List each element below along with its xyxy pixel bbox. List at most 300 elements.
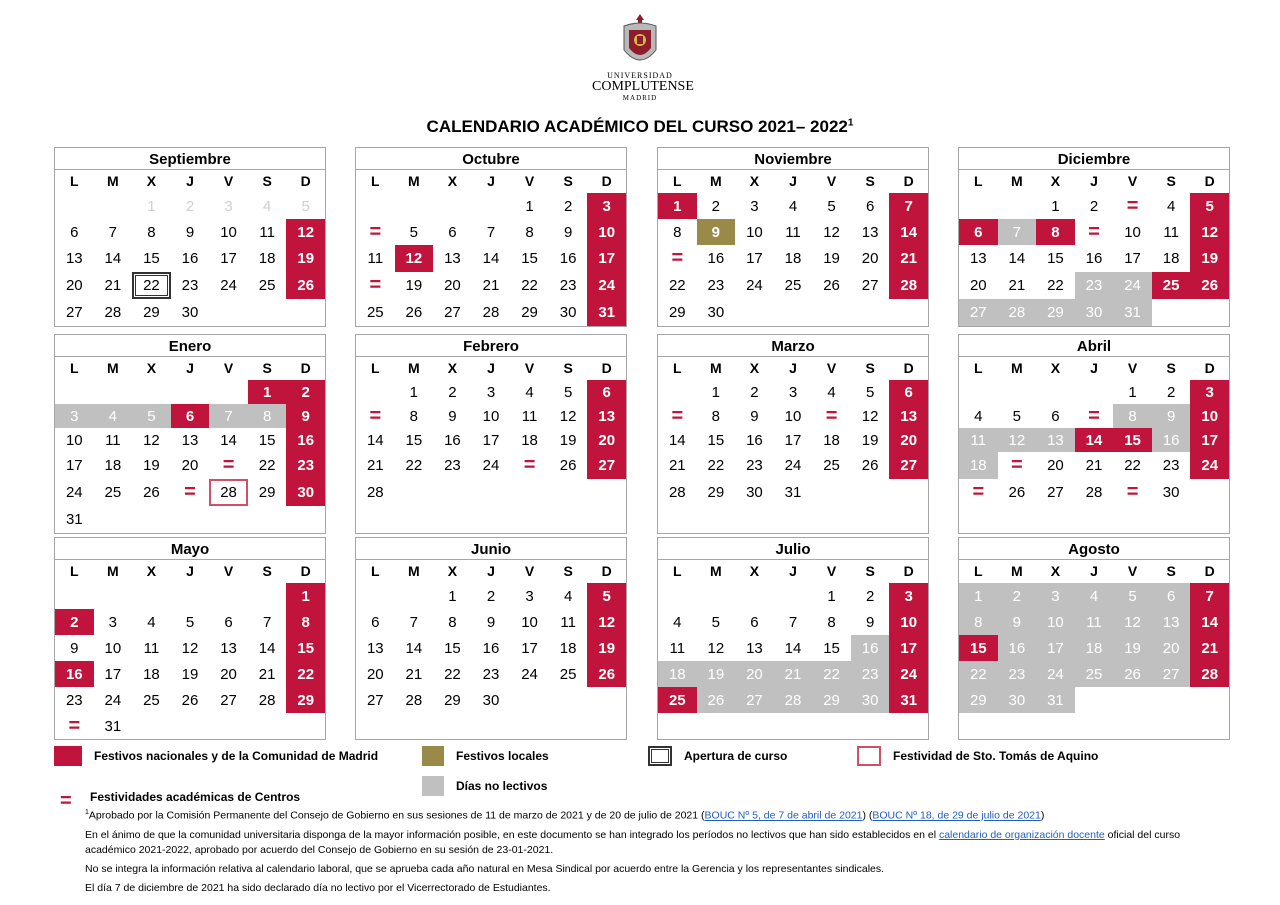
day-cell: 26 [559,457,577,474]
day-cell: 14 [366,431,384,449]
national-holiday-day: 12 [395,245,434,272]
footnote-1 [85,805,1225,824]
logo-line-complutense: COMPLUTENSE [592,79,694,94]
empty-day-cell [587,713,626,739]
empty-day-cell [735,299,774,326]
weekday-header: X [1050,563,1061,579]
national-holiday-day: 27 [889,452,928,479]
day-cell: 3 [486,383,496,401]
month-mayo [54,537,326,740]
non-teaching-day: 27 [735,687,774,713]
empty-day-cell [959,193,998,219]
weekday-header: D [601,173,612,189]
day-cell: 5 [563,383,573,401]
weekday-header: D [903,173,914,189]
national-holiday-day: 12 [1190,219,1229,245]
day-cell: 25 [784,277,802,294]
weekday-header: V [1127,360,1138,376]
national-holiday-day: 23 [286,452,325,479]
empty-day-cell [735,506,774,533]
day-cell: 3 [788,383,798,401]
day-cell: 21 [1008,277,1026,294]
day-cell: 3 [108,613,118,631]
national-holiday-day: 7 [1190,583,1229,609]
day-cell: 6 [865,197,875,215]
day-cell: 9 [750,407,759,425]
day-cell: 8 [673,223,682,241]
day-cell: 14 [405,639,423,657]
national-holiday-day: 13 [587,404,626,428]
day-cell: 10 [482,407,500,425]
day-cell: 17 [746,250,763,267]
non-teaching-day: 18 [959,452,998,479]
non-teaching-day: 17 [1036,635,1075,661]
weekday-header: X [749,173,760,189]
legend-nacional [54,746,378,766]
empty-day-cell [132,506,171,533]
day-cell: 5 [185,613,195,631]
non-teaching-day: 7 [998,219,1037,245]
national-holiday-day: 21 [1190,635,1229,661]
non-teaching-day: 11 [959,428,998,452]
national-holiday-day: 26 [1190,272,1229,299]
day-cell: 5 [827,197,836,215]
national-holiday-day: 6 [889,380,928,404]
academic-holiday-marker: = [369,404,382,427]
footnote-1-mid: ) ( [862,809,873,822]
empty-day-cell [286,713,325,739]
day-cell: 19 [143,457,160,474]
legend-swatch-nacional [54,746,82,766]
day-cell: 20 [1047,457,1064,474]
weekday-header: J [1090,563,1098,579]
day-cell: 18 [784,250,802,267]
day-cell: 4 [1166,197,1176,215]
day-cell: 2 [711,197,721,215]
day-cell: 26 [181,691,199,709]
day-cell: 15 [258,431,276,449]
academic-holiday-marker: = [1126,194,1139,217]
empty-day-cell [209,299,248,326]
day-cell: 14 [668,431,686,449]
day-cell: 9 [70,639,79,657]
bouc-5-link[interactable]: BOUC Nº 5, de 7 de abril de 2021 [704,809,863,822]
day-cell: 16 [559,250,577,267]
non-teaching-day: 21 [774,661,813,687]
national-holiday-day: 19 [286,245,325,272]
empty-day-cell [94,380,133,404]
empty-day-cell [94,506,133,533]
legend-label-apertura: Apertura de curso [684,749,788,763]
empty-day-cell [132,380,171,404]
empty-day-cell [959,506,998,533]
day-cell: 14 [784,639,802,657]
day-cell: 22 [668,277,686,294]
weekday-header: J [487,360,495,376]
non-teaching-day: 29 [959,687,998,713]
empty-day-cell [851,506,890,533]
empty-day-cell [1152,299,1191,326]
day-cell: 26 [143,484,160,501]
page-title-text: CALENDARIO ACADÉMICO DEL CURSO 2021– 2022 [426,117,848,136]
legend-tomas [857,746,1098,766]
day-cell: 14 [482,250,500,267]
non-teaching-day: 1 [959,583,998,609]
day-cell: 4 [788,197,798,215]
weekday-header: L [70,360,79,376]
non-teaching-day: 18 [1075,635,1114,661]
weekday-header: J [1090,173,1098,189]
page-title [0,117,1280,137]
empty-day-cell [959,380,998,404]
empty-day-cell [209,506,248,533]
empty-day-cell [774,583,813,609]
month-days-grid [55,560,325,739]
non-teaching-day: 29 [1036,299,1075,326]
empty-day-cell [94,193,133,219]
weekday-header: V [826,360,837,376]
empty-day-cell [1152,506,1191,533]
weekday-header: S [865,360,875,376]
day-cell: 19 [823,250,840,267]
day-cell: 18 [104,457,122,474]
empty-day-cell [889,299,928,326]
empty-day-cell [851,479,890,506]
day-cell: 12 [707,639,725,657]
day-cell: 18 [521,431,538,449]
day-cell: 11 [367,250,384,267]
non-teaching-day: 20 [735,661,774,687]
empty-day-cell [171,380,210,404]
day-cell: 3 [525,587,534,605]
day-cell: 13 [746,639,763,657]
day-cell: 28 [1085,484,1103,501]
weekday-header: X [749,360,760,376]
empty-day-cell [1036,713,1075,739]
non-teaching-day: 31 [1036,687,1075,713]
month-abril [958,334,1230,534]
weekday-header: D [1204,173,1215,189]
academic-holiday-marker: = [972,481,985,503]
legend-label-local: Festivos locales [456,749,549,763]
day-cell: 28 [258,691,276,709]
non-teaching-day: 12 [998,428,1037,452]
day-cell: 21 [405,665,423,683]
national-holiday-day: 26 [587,661,626,687]
day-cell: 16 [444,431,461,449]
weekday-header: J [1090,360,1098,376]
empty-day-cell [356,380,395,404]
national-holiday-day: 15 [1113,428,1152,452]
empty-day-cell [774,713,813,739]
empty-day-cell [735,713,774,739]
month-days-grid [658,170,928,326]
empty-day-cell [209,583,248,609]
empty-day-cell [510,506,549,533]
month-days-grid [356,170,626,326]
day-cell: 17 [482,431,500,449]
empty-day-cell [1036,380,1075,404]
day-cell: 24 [104,691,122,709]
academic-holiday-marker: = [184,481,196,503]
national-holiday-day: 31 [889,687,928,713]
day-cell: 21 [668,457,686,474]
national-holiday-day: 16 [286,428,325,452]
empty-day-cell [356,506,395,533]
day-cell: 30 [707,304,725,321]
day-cell: 8 [827,613,836,631]
weekday-header: S [1166,173,1176,189]
day-cell: 15 [521,250,538,267]
day-cell: 14 [220,431,237,449]
month-days-grid [356,357,626,533]
day-cell: 30 [746,484,763,501]
national-holiday-day: 2 [55,609,94,635]
weekday-header: L [974,173,983,189]
weekday-header: L [673,360,682,376]
empty-day-cell [1152,713,1191,739]
day-cell: 5 [409,223,419,241]
non-teaching-day: 13 [1152,609,1191,635]
weekday-header: D [1204,360,1215,376]
footnote-1-end: ) [1040,809,1045,822]
day-cell: 24 [220,277,237,294]
day-cell: 9 [486,613,496,631]
day-cell: 13 [969,250,987,267]
day-cell: 2 [1166,383,1176,401]
weekday-header: M [710,360,722,376]
day-cell: 19 [405,277,423,294]
academic-holiday-marker: = [523,454,536,476]
academic-holiday-marker: = [1126,481,1139,503]
empty-day-cell [1075,380,1114,404]
month-days-grid [55,170,325,326]
national-holiday-day: 5 [587,583,626,609]
day-cell: 25 [258,277,276,294]
weekday-header: X [447,173,458,189]
weekday-header: D [903,360,914,376]
day-cell: 18 [143,665,160,683]
non-teaching-day: 4 [1075,583,1114,609]
legend-swatch-local [422,746,444,766]
day-cell: 10 [104,639,122,657]
month-diciembre [958,147,1230,327]
day-cell: 1 [448,587,457,605]
national-holiday-day: 24 [1190,452,1229,479]
empty-day-cell [472,506,511,533]
day-cell: 11 [143,639,160,657]
weekday-header: S [865,173,875,189]
national-holiday-day: 27 [587,452,626,479]
local-holiday-day: 9 [697,219,736,245]
academic-holiday-marker: = [825,404,838,427]
day-cell: 25 [104,484,122,501]
weekday-header: X [146,360,157,376]
day-cell: 13 [65,250,83,267]
day-cell: 2 [563,197,573,215]
non-teaching-day: 16 [1152,428,1191,452]
non-teaching-day: 9 [998,609,1037,635]
day-cell: 7 [788,613,798,631]
day-cell: 22 [258,457,276,474]
day-cell: 5 [711,613,721,631]
weekday-header: M [1011,360,1023,376]
empty-day-cell [812,506,851,533]
day-cell: 17 [521,639,538,657]
national-holiday-day: 30 [286,479,325,506]
day-cell: 1 [827,587,836,605]
weekday-header: L [70,563,79,579]
course-opening-day: 22 [132,272,171,299]
day-cell: 11 [785,223,801,241]
day-cell: 27 [1047,484,1064,501]
day-cell: 1 [147,197,156,215]
logo-line-madrid: MADRID [622,94,658,102]
day-cell: 30 [181,304,199,321]
day-cell: 3 [224,197,233,215]
day-cell: 13 [366,639,384,657]
empty-day-cell [658,506,697,533]
day-cell: 2 [185,197,195,215]
day-cell: 24 [521,665,538,683]
day-cell: 6 [1051,407,1060,425]
month-name: Junio [356,538,626,560]
empty-day-cell [510,479,549,506]
month-name: Agosto [959,538,1229,560]
day-cell: 23 [444,457,461,474]
empty-day-cell [812,713,851,739]
empty-day-cell [1113,687,1152,713]
empty-day-cell [587,479,626,506]
non-teaching-day: 18 [658,661,697,687]
day-cell: 13 [220,639,237,657]
day-cell: 1 [525,197,534,215]
weekday-header: D [1204,563,1215,579]
empty-day-cell [433,193,472,219]
day-cell: 28 [482,304,500,321]
national-holiday-day: 8 [286,609,325,635]
day-cell: 1 [409,383,419,401]
day-cell: 21 [104,277,122,294]
weekday-header: S [1166,563,1176,579]
day-cell: 28 [405,691,423,709]
weekday-header: M [710,563,722,579]
day-cell: 26 [861,457,879,474]
month-septiembre [54,147,326,327]
empty-day-cell [549,713,588,739]
calendario-docente-link[interactable]: calendario de organización docente [938,828,1105,841]
day-cell: 19 [861,431,879,449]
month-days-grid [959,170,1229,326]
weekday-header: M [710,173,722,189]
academic-holiday-marker: = [1011,454,1023,476]
day-cell: 11 [669,639,686,657]
weekday-header: X [146,563,157,579]
day-cell: 20 [366,665,384,683]
day-cell: 22 [1124,457,1141,474]
day-cell: 23 [746,457,763,474]
empty-day-cell [851,299,890,326]
non-teaching-day: 27 [959,299,998,326]
empty-day-cell [1152,687,1191,713]
national-holiday-day: 25 [1152,272,1191,299]
national-holiday-day: 8 [1036,219,1075,245]
day-cell: 14 [258,639,276,657]
national-holiday-day: 14 [1190,609,1229,635]
day-cell: 25 [143,691,160,709]
national-holiday-day: 29 [286,687,325,713]
day-cell: 27 [220,691,237,709]
day-cell: 9 [563,223,573,241]
academic-holiday-marker: = [671,247,684,269]
bouc-18-link[interactable]: BOUC Nº 18, de 29 de julio de 2021 [872,809,1041,822]
non-teaching-day: 26 [1113,661,1152,687]
day-cell: 18 [559,639,577,657]
national-holiday-day: 21 [889,245,928,272]
day-cell: 10 [746,223,763,241]
day-cell: 30 [482,691,500,709]
non-teaching-day: 26 [697,687,736,713]
weekday-header: L [371,173,380,189]
empty-day-cell [248,583,287,609]
national-holiday-day: 12 [286,219,325,245]
national-holiday-day: 17 [587,245,626,272]
empty-day-cell [587,687,626,713]
day-cell: 11 [259,223,275,241]
day-cell: 6 [70,223,79,241]
month-febrero [355,334,627,534]
empty-day-cell [735,583,774,609]
legend-swatch-tomas [857,746,881,766]
month-days-grid [658,560,928,739]
national-holiday-day: 6 [171,404,210,428]
day-cell: 21 [366,457,384,474]
non-teaching-day: 12 [1113,609,1152,635]
weekday-header: D [601,563,612,579]
national-holiday-day: 25 [658,687,697,713]
month-noviembre [657,147,929,327]
weekday-header: S [262,563,272,579]
weekday-header: L [371,360,380,376]
day-cell: 27 [861,277,879,294]
title-footnote-mark: 1 [847,117,854,129]
non-teaching-day: 20 [1152,635,1191,661]
weekday-header: M [1011,173,1023,189]
empty-day-cell [998,193,1037,219]
day-cell: 22 [707,457,725,474]
day-cell: 1 [1128,383,1137,401]
legend-local [422,746,549,766]
empty-day-cell [433,479,472,506]
weekday-header: J [789,173,797,189]
day-cell: 20 [861,250,879,267]
weekday-header: L [974,360,983,376]
empty-day-cell [697,713,736,739]
empty-day-cell [587,506,626,533]
national-holiday-day: 28 [1190,661,1229,687]
day-cell: 28 [366,484,384,501]
university-crest-icon [620,12,660,70]
empty-day-cell [433,506,472,533]
non-teaching-day: 3 [1036,583,1075,609]
weekday-header: V [1127,563,1138,579]
month-name: Julio [658,538,928,560]
day-cell: 3 [750,197,759,215]
non-teaching-day: 11 [1075,609,1114,635]
empty-day-cell [851,713,890,739]
empty-day-cell [1190,713,1229,739]
day-cell: 4 [525,383,534,401]
